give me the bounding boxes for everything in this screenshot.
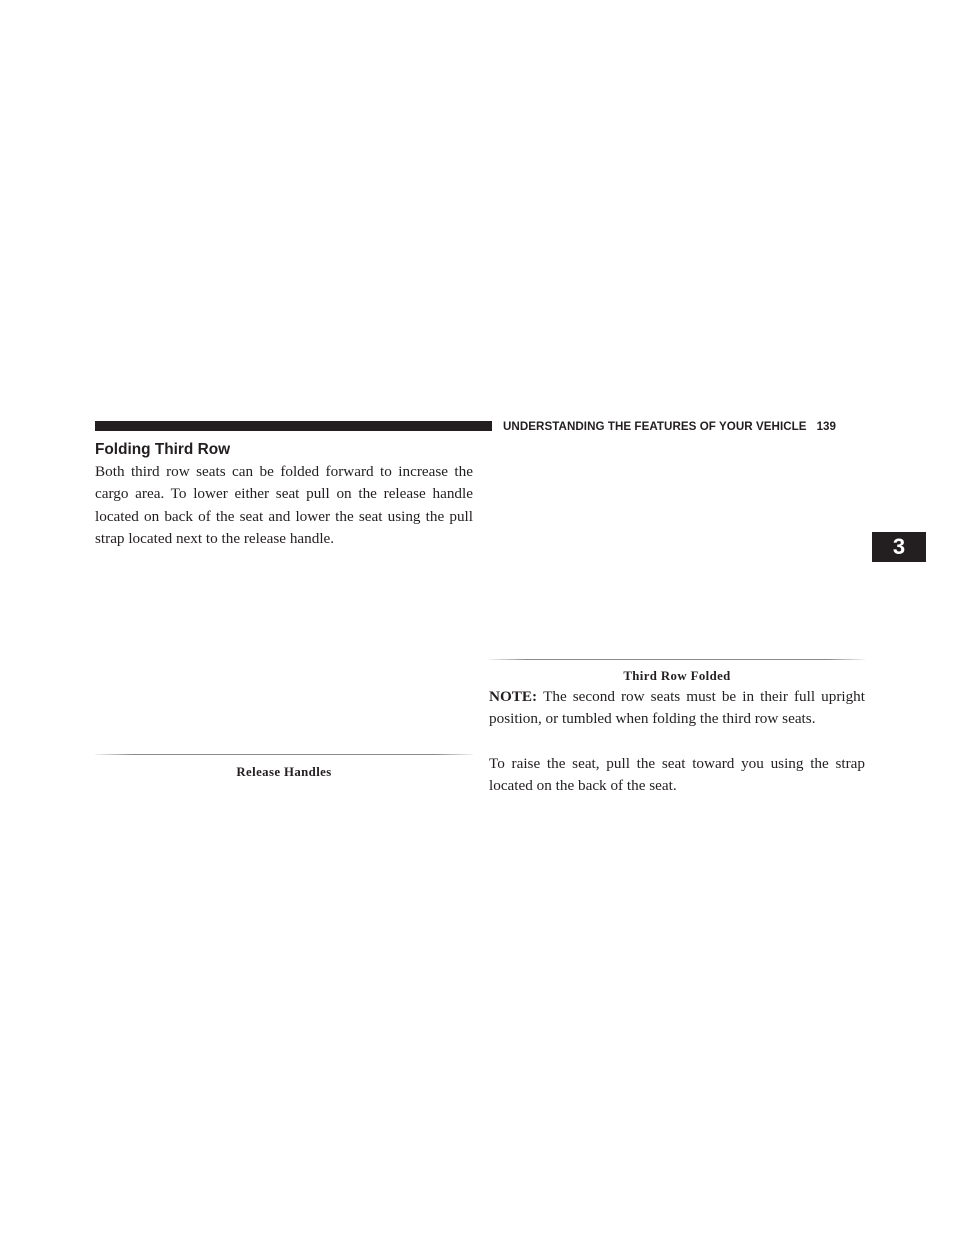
folding-instructions-paragraph: Both third row seats can be folded forward to increase the cargo area. To lower either seat pull on the release handle located on back of the seat and lower the seat using the pull strap located next to the release handle. xyxy=(95,463,473,547)
section-title: Folding Third Row xyxy=(95,441,231,458)
release-handles-figure xyxy=(95,545,473,753)
chapter-tab: 3 xyxy=(872,532,926,562)
figure-rule-right xyxy=(489,659,865,660)
raise-seat-paragraph: To raise the seat, pull the seat toward you using the strap located on the back of the seat. xyxy=(489,755,865,795)
note-label: NOTE: xyxy=(489,688,538,705)
note-text: The second row seats must be in their full upright position, or tumbled when folding the third row seats. xyxy=(489,688,865,728)
release-handles-caption: Release Handles xyxy=(236,765,332,779)
note-paragraph xyxy=(489,686,865,731)
page-number: 139 xyxy=(816,420,837,433)
running-head xyxy=(503,419,836,435)
third-row-folded-caption: Third Row Folded xyxy=(623,669,731,683)
third-row-folded-figure xyxy=(489,440,865,658)
chapter-title: UNDERSTANDING THE FEATURES OF YOUR VEHICLE xyxy=(503,420,807,433)
figure-rule-left xyxy=(95,754,473,755)
header-bar xyxy=(95,421,492,431)
